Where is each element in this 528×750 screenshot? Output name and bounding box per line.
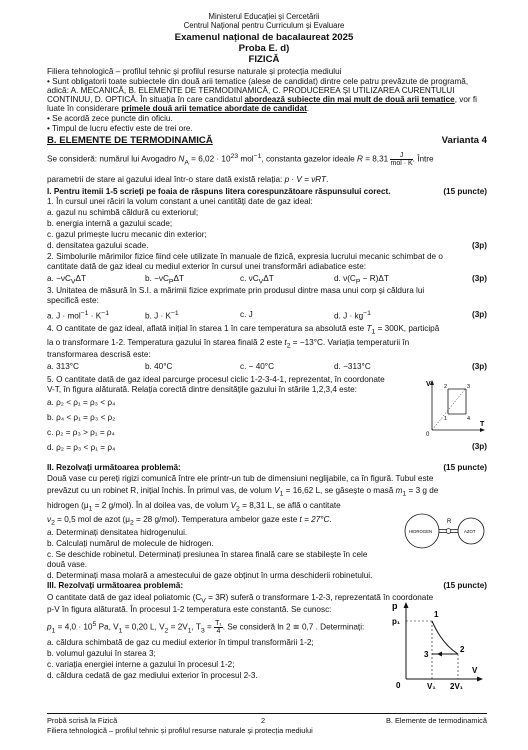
part2-question-a: a. Determinați densitatea hidrogenului. <box>47 528 188 537</box>
part2-points: (15 puncte) <box>443 463 487 472</box>
part2-title: II. Rezolvați următoarea problemă: <box>47 463 181 472</box>
origin-label: 0 <box>396 681 401 690</box>
part2-question-c-1: c. Se deschide robinetul. Determinați presiunea în starea finală care se stabilește în cele <box>47 550 368 559</box>
rules-line-2: adică: A. MECANICĂ, B. ELEMENTE DE TERMODINAMICĂ, C. PRODUCEREA ȘI UTILIZAREA CURENTULUI <box>47 86 455 95</box>
state-3-label: 3 <box>467 384 471 390</box>
part3-question-b: b. volumul gazului în starea 3; <box>47 649 156 658</box>
part2-text-1: Două vase cu pereți rigizi comunică între ele printr-un tub de dimensiuni neglijabile, ca în figură. Tubul este <box>47 474 434 483</box>
rules-line-3: CONTINUU, D. OPTICĂ. În situația în care candidatul abordează subiecte din mai mult de două arii tematice, vor fi <box>47 95 477 104</box>
q2-text-1: 2. Simbolurile mărimilor fizice fiind cele utilizate în manuale de fizică, expresia lucrului mecanic schimbat de o <box>47 252 443 261</box>
part2-text-4: $\nu_2 = 0,5$ mol de azot ($\mu_2 = 28$ g/mol). Temperatura ambelor gaze este t = 27°C. <box>47 515 332 527</box>
q2-option-b: b. $-\nu C_P\Delta T$ <box>145 274 184 286</box>
q2-option-a: a. $-\nu C_V\Delta T$ <box>47 274 86 286</box>
q1-option-b: b. energia internă a gazului scade; <box>47 219 173 228</box>
state-2-label: 2 <box>444 384 448 390</box>
state-1-label: 1 <box>434 610 439 619</box>
valve-label: R <box>447 519 452 525</box>
footer-right: B. Elemente de termodinamică <box>385 716 487 725</box>
part3-points: (15 puncte) <box>443 581 487 590</box>
q3-points: (3p) <box>471 310 487 319</box>
t-axis-arrow <box>480 428 485 432</box>
q5-text-2: V-T, în figura alăturată. Relația corectă dintre densitățile gazului în stările 1,2,3,4 este: <box>47 385 357 394</box>
part1-title: I. Pentru itemii 1-5 scrieți pe foaia de răspuns litera corespunzătoare răspunsului corect. <box>47 187 391 196</box>
valve-icon <box>446 529 451 534</box>
v2-label: 2V₁ <box>450 682 464 691</box>
part2-question-c-2: două vase. <box>47 560 88 569</box>
hydrogen-label: HIDROGEN <box>409 529 433 534</box>
part3-text-1: O cantitate dată de gaz ideal poliatomic $(C_V = 3R)$ suferă o transformare 1-2-3, reprezentată în coordonate <box>47 593 434 605</box>
section-title: B. ELEMENTE DE TERMODINAMICĂ <box>47 135 213 146</box>
state-3-label: 3 <box>424 650 429 659</box>
exam-title: Examenul național de bacalaureat 2025 <box>174 32 354 43</box>
v-axis-arrow <box>477 677 483 682</box>
constants-line: Se consideră: numărul lui Avogadro $N_A = 6,02 \cdot 10^{23}$ mol$^{-1}$, constanta gazelor ideale R = 8,31 $\frac{J}{\text{mol · K}}$ . Între <box>47 152 434 167</box>
q1-text: 1. În cursul unei răciri la volum constant a unei cantități date de gaz ideal: <box>47 197 313 206</box>
q5-points: (3p) <box>471 442 487 451</box>
p-axis-label: p <box>392 601 398 611</box>
rules-line-4: luate în considerare primele două arii tematice abordate de candidat. <box>47 104 310 113</box>
isochore-guide <box>432 388 466 430</box>
part3-question-c: c. variația energiei interne a gazului în procesul 1-2; <box>47 660 235 669</box>
state-1-label: 1 <box>444 416 448 422</box>
q5-option-b: b. ρ₄ < ρ₁ = ρ₃ < ρ₂ <box>47 413 116 422</box>
q4-text-1: 4. O cantitate de gaz ideal, aflată inițial în starea 1 în care temperatura sa absolută este $T_1 = 300K$, participă <box>47 324 440 336</box>
q3-text-2: specifică este: <box>47 296 99 305</box>
q4-text-3: transformarea descrisă este: <box>47 350 151 359</box>
q1-option-d: d. densitatea gazului scade. <box>47 241 149 250</box>
origin-label: 0 <box>426 432 430 438</box>
nitrogen-label: AZOT <box>464 529 476 534</box>
part2-text-2: prevăzut cu un robinet R, inițial închis. În primul vas, de volum $V_1 = 16,62$ L, se găsește o masă $m_1 = 3$ g de <box>47 486 439 498</box>
q4-option-a: a. 313°C <box>47 362 79 371</box>
q1-points: (3p) <box>471 241 487 250</box>
q3-option-c: c. J <box>240 310 253 319</box>
q5-option-a: a. ρ₂ < ρ₁ = ρ₃ < ρ₄ <box>47 398 116 407</box>
q4-option-d: d. −313°C <box>334 362 371 371</box>
q2-option-d: d. $\nu(C_P - R)\Delta T$ <box>334 274 389 286</box>
q4-text-2: la o transformare 1-2. Temperatura gazului în starea finală 2 este $t_2 = -13^\circ C$. Variația temperaturii în <box>47 338 410 350</box>
footer-divider <box>47 713 487 714</box>
v-axis-label: V <box>426 381 431 388</box>
q2-option-c: c. $\nu C_V\Delta T$ <box>240 274 274 286</box>
q2-points: (3p) <box>471 274 487 283</box>
part2-text-3: hidrogen ($\mu_1 = 2$ g/mol). În al doilea vas, de volum $V_2 = 8,31$ L, se află o cantitate <box>47 501 341 513</box>
part2-question-d: d. Determinați masa molară a amestecului de gaze obținut în urma deschiderii robinetului. <box>47 571 373 580</box>
center-name: Centrul Național pentru Curriculum și Evaluare <box>183 21 345 30</box>
part3-title: III. Rezolvați următoarea problemă: <box>47 581 184 590</box>
q1-option-c: c. gazul primește lucru mecanic din exterior; <box>47 230 207 239</box>
ministry-name: Ministerul Educației și Cercetării <box>208 12 320 21</box>
part3-givens: $p_1 = 4,0 \cdot 10^5$ Pa, $V_1 = 0,20$ L, $V_2 = 2V_1$, $T_3$ = $\frac{\text{T₁}}{4}$ . Se consideră ln 2 ≅ 0,7 . Determinați: <box>47 620 365 635</box>
part3-question-a: a. căldura schimbată de gaz cu mediul exterior în timpul transformării 1-2; <box>47 638 314 647</box>
proba-label: Proba E. d) <box>238 43 290 54</box>
pv-process-figure <box>392 599 484 691</box>
filiera-line: Filiera tehnologică – profilul tehnic și profilul resurse naturale și protecția mediului <box>47 67 342 76</box>
constants-line-2: parametrii de stare ai gazului ideal într-o stare dată există relația: p · V = νRT. <box>47 175 329 184</box>
q4-option-b: b. 40°C <box>145 362 173 371</box>
state-4-label: 4 <box>467 416 471 422</box>
rules-line-6: • Timpul de lucru efectiv este de trei ore. <box>47 124 193 133</box>
part1-points: (15 puncte) <box>443 187 487 196</box>
subject-title: FIZICĂ <box>248 54 280 65</box>
q5-text-1: 5. O cantitate dată de gaz ideal parcurge procesul ciclic 1-2-3-4-1, reprezentat, în coordonate <box>47 375 385 384</box>
q4-points: (3p) <box>471 362 487 371</box>
isotherm-1-2 <box>432 621 458 654</box>
q5-option-d: d. ρ₂ = ρ₃ < ρ₁ = ρ₄ <box>47 443 116 452</box>
q3-option-a: a. $J \cdot mol^{-1} \cdot K^{-1}$ <box>47 310 110 321</box>
rules-line-5: • Se acordă zece puncte din oficiu. <box>47 114 173 123</box>
state-2-label: 2 <box>460 645 465 654</box>
part3-question-d: d. căldura cedată de gaz mediului exterior în procesul 2-3. <box>47 671 258 680</box>
vessels-figure <box>403 512 487 550</box>
q5-option-c: c. ρ₂ = ρ₃ > ρ₁ = ρ₄ <box>47 428 115 437</box>
footer-left: Probă scrisă la Fizică <box>47 716 118 725</box>
variant-label: Varianta 4 <box>441 135 487 146</box>
v-axis-label: V <box>472 666 478 675</box>
t-axis-label: T <box>480 421 485 428</box>
q3-option-d: d. $J \cdot kg^{-1}$ <box>334 310 371 321</box>
q3-text-1: 3. Unitatea de măsură în S.I. a mărimii fizice exprimate prin produsul dintre masa unui corp și căldura lui <box>47 286 425 295</box>
q3-option-b: b. $J \cdot K^{-1}$ <box>145 310 179 321</box>
q2-text-2: cantitate dată de gaz ideal cu mediul exterior în cursul unei transformări adiabatice este: <box>47 262 367 271</box>
q1-option-a: a. gazul nu schimbă căldură cu exteriorul; <box>47 208 199 217</box>
p-axis-arrow <box>404 602 409 608</box>
part3-text-2: p-V în figura alăturată. În procesul 1-2 temperatura este constantă. Se cunosc: <box>47 605 332 614</box>
v1-label: V₁ <box>427 682 436 691</box>
vt-cycle-figure <box>426 378 486 438</box>
q4-option-c: c. − 40°C <box>240 362 274 371</box>
arrow-2-3 <box>437 652 442 657</box>
rules-line-1: • Sunt obligatorii toate subiectele din două arii tematice (alese de candidat) dintre cele patru prevăzute de programă, <box>47 77 469 86</box>
p1-label: p₁ <box>392 617 401 626</box>
part2-question-b: b. Calculați numărul de molecule de hidrogen. <box>47 539 214 548</box>
footer-line-2: Filiera tehnologică – profilul tehnic și profilul resurse naturale și protecția mediului <box>47 726 313 735</box>
footer-page-number: 2 <box>261 716 266 725</box>
